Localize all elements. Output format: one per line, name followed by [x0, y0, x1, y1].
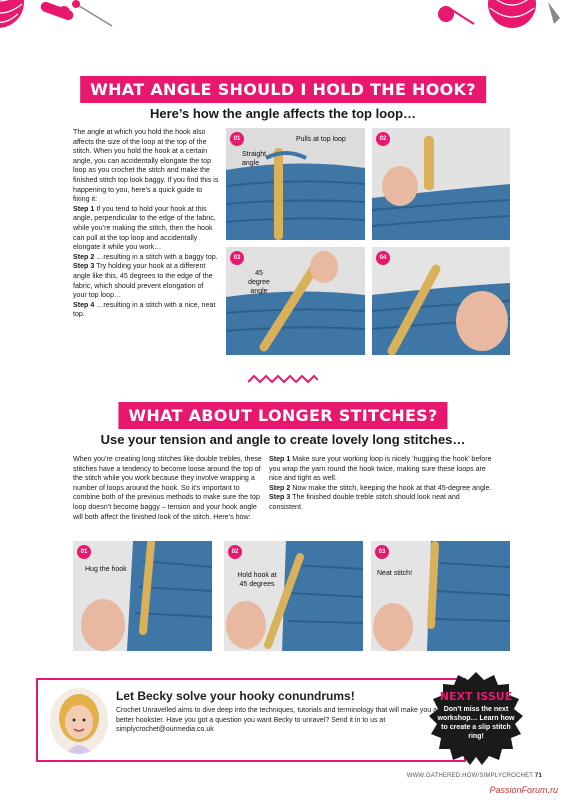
photo-label-pulls-top-loop: Pulls at top loop: [296, 136, 346, 143]
next-issue-badge: [426, 672, 526, 772]
section2-step: Step 3 The finished double treble stitch should look neat and consistent.: [269, 493, 460, 511]
yarn-decoration-left: [0, 0, 130, 40]
section2-step: Step 2 Now make the stitch, keeping the hook at that 45-degree angle.: [269, 483, 492, 492]
photo-label-straight-angle: Straight angle: [242, 151, 267, 167]
becky-callout-box: [36, 678, 466, 762]
section1-subheading: Here’s how the angle affects the top loop…: [149, 106, 417, 121]
callout-title: Let Becky solve your hooky conundrums!: [116, 689, 355, 703]
photo-label-neat-stitch: Neat stitch!: [377, 570, 413, 577]
section1-body: [73, 128, 219, 320]
long-stitch-photo-3: [371, 541, 510, 651]
section1-step: Step 2 …resulting in a stitch with a baggy top.: [73, 252, 218, 261]
watermark: PassionForum.ru: [489, 785, 558, 795]
callout-text: Crochet Unravelled aims to dive deep into the techniques, tutorials and terminology that will make you a better hookster. Have you got a question you want Becky to unravel? Send it in to us at simplycrochet@ourmedia.co.uk: [116, 707, 438, 734]
section1-step: Step 4 …resulting in a stitch with a nice, neat top.: [73, 300, 216, 319]
photo-label-45-degree: 45 degree angle: [248, 270, 270, 295]
step-photo-4: [372, 247, 510, 355]
step-number-badge: 01: [77, 545, 91, 559]
step-number-badge: 01: [230, 132, 244, 146]
photo-label-hold-45: Hold hook at 45 degrees: [237, 572, 277, 588]
next-issue-text: Don’t miss the next workshop… Learn how to create a slip stitch ring!: [437, 706, 515, 740]
long-stitch-photo-2: [224, 541, 363, 651]
section2-body-right: [269, 455, 493, 513]
long-stitch-photo-1: [73, 541, 212, 651]
step-number-badge: 02: [228, 545, 242, 559]
section2-intro: When you’re creating long stitches like double trebles, these stitches have a tendency to become loose around the top of the stitch while you work because they involve wrapping a number of loops around the hook. So it’s important to combine both of the previous methods to make sure the top loop doesn’t become baggy – tension and your hook angle will both affect the finished look of the stitch. Here’s how:: [73, 455, 262, 521]
becky-avatar: [50, 688, 108, 754]
section2-step: Step 1 Make sure your working loop is nicely ‘hugging the hook’ before you wrap the yarn round the hook twice, making sure these loops are nice and tight as well.: [269, 455, 492, 483]
step-photo-2: [372, 128, 510, 240]
page-number: 71: [534, 773, 542, 779]
section2-body-left: [73, 455, 265, 522]
section1-step: Step 1 If you tend to hold your hook at this angle, perpendicular to the edge of the fabric, while you’re making the stitch, then the hook can pull at the top loop and accidentally elongate it while you work…: [73, 204, 216, 252]
section1-step: Step 3 Try holding your hook at a different angle like this, 45 degrees to the edge of the fabric, which should prevent elongation of your top loop…: [73, 262, 213, 300]
section2-subheading: Use your tension and angle to create lovely long stitches…: [100, 432, 466, 447]
step-photo-3: [226, 247, 365, 355]
section2-banner: WHAT ABOUT LONGER STITCHES?: [118, 402, 447, 429]
step-number-badge: 02: [376, 132, 390, 146]
step-number-badge: 03: [375, 545, 389, 559]
step-number-badge: 04: [376, 251, 390, 265]
footer-url: WWW.GATHERED.HOW/SIMPLYCROCHET: [406, 773, 534, 779]
step-number-badge: 03: [230, 251, 244, 265]
zigzag-divider: [248, 374, 318, 384]
section1-intro: The angle at which you hold the hook also affects the size of the loop at the top of the stitch. When you hold the hook at a certain angle, you can accidentally elongate the top loop as you crochet the stitch and make the finished stitch top look baggy. If you find this is happening to you, here’s a quick guide to fixing it:: [73, 128, 219, 204]
page-footer: [407, 773, 542, 779]
section1-banner: WHAT ANGLE SHOULD I HOLD THE HOOK?: [80, 76, 486, 103]
yarn-decoration-right: [420, 0, 566, 36]
next-issue-title: NEXT ISSUE: [439, 690, 513, 703]
step-photo-1: [226, 128, 365, 240]
photo-label-hug-hook: Hug the hook: [85, 566, 127, 573]
